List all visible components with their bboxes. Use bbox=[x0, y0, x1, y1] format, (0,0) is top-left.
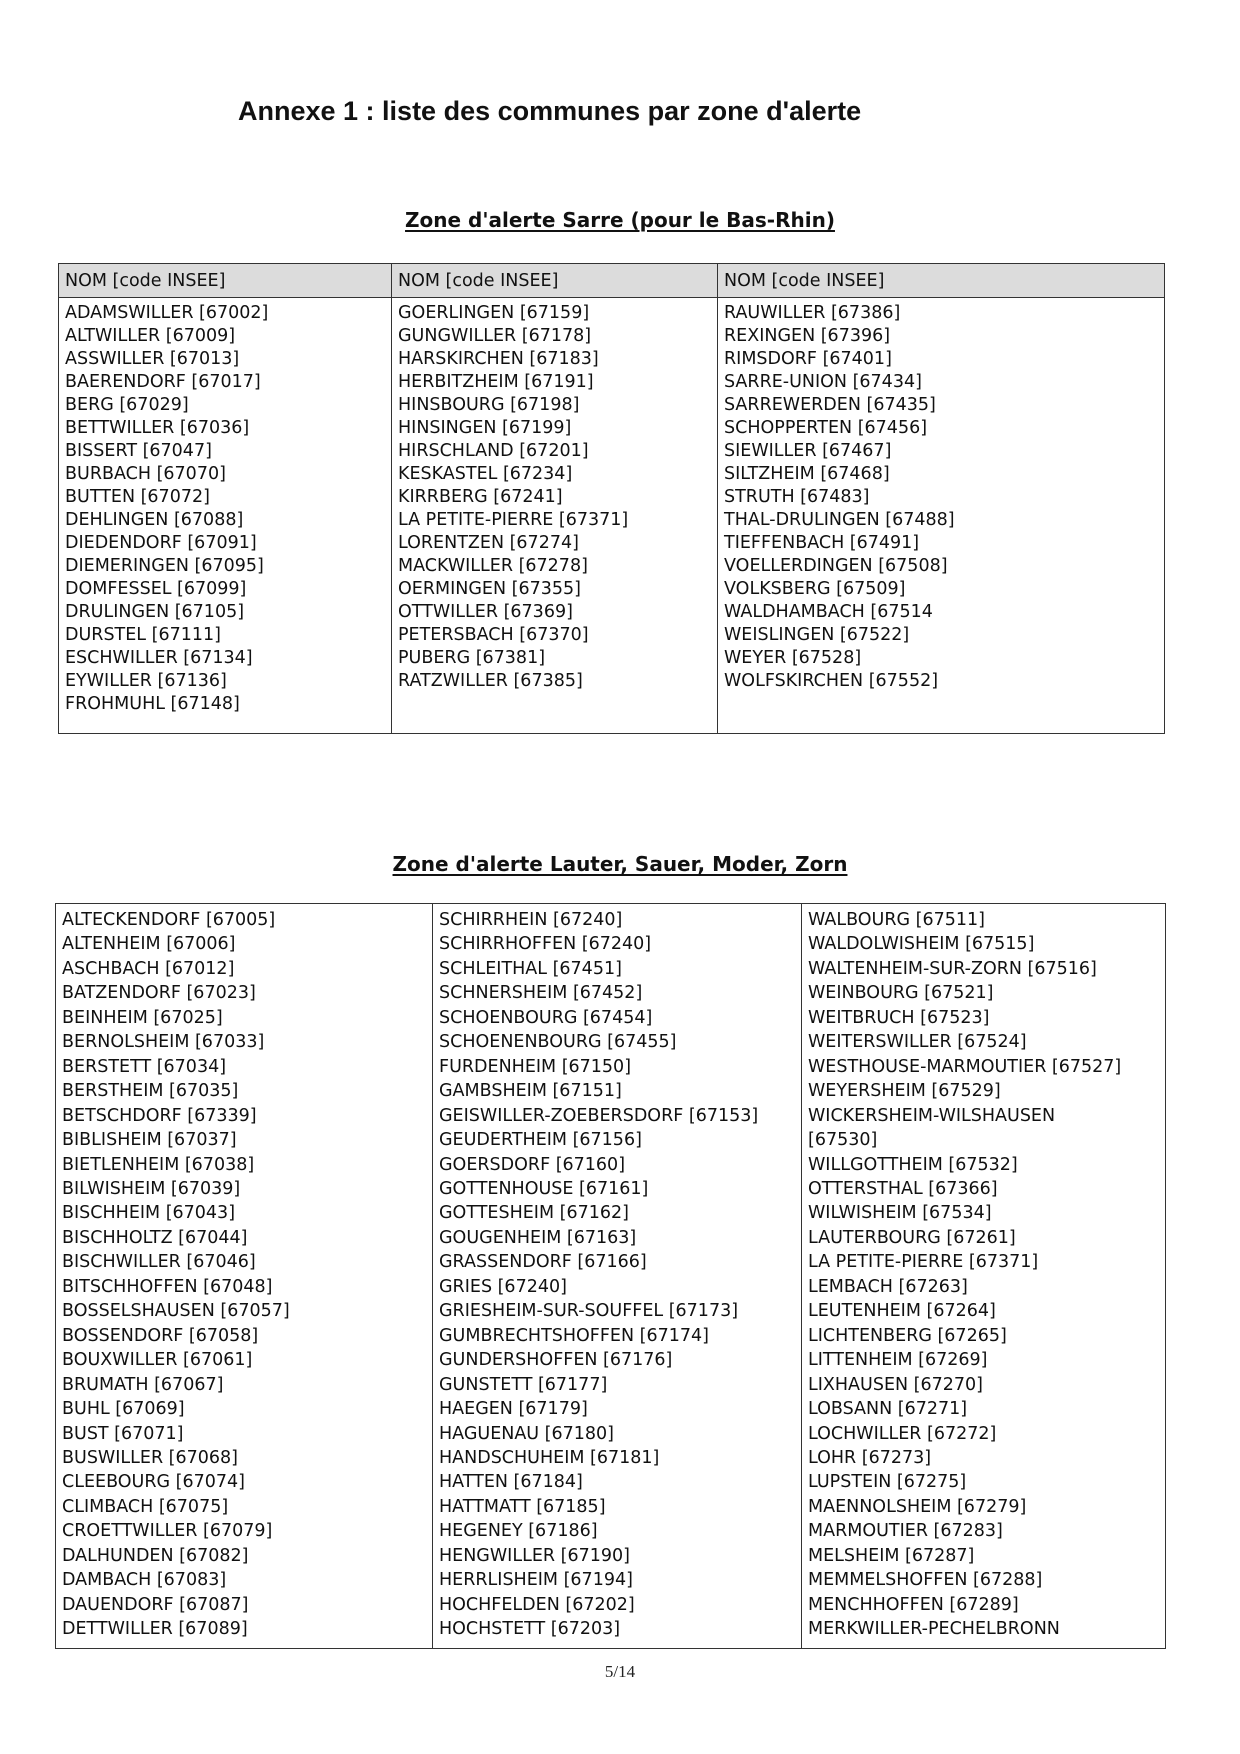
commune-entry: DEHLINGEN [67088] bbox=[65, 510, 244, 530]
commune-entry: SCHIRRHOFFEN [67240] bbox=[439, 934, 652, 955]
commune-entry: VOELLERDINGEN [67508] bbox=[724, 556, 948, 576]
commune-entry: CLEEBOURG [67074] bbox=[62, 1472, 245, 1493]
commune-entry: HERBITZHEIM [67191] bbox=[398, 372, 594, 392]
commune-entry: BOSSELSHAUSEN [67057] bbox=[62, 1301, 290, 1322]
column-header: NOM [code INSEE] bbox=[718, 264, 1165, 298]
commune-entry: STRUTH [67483] bbox=[724, 487, 870, 507]
commune-column bbox=[802, 904, 1166, 1649]
commune-entry: HAGUENAU [67180] bbox=[439, 1423, 615, 1444]
commune-entry: [67530] bbox=[808, 1130, 878, 1151]
commune-entry: LOHR [67273] bbox=[808, 1447, 932, 1468]
commune-entry: GOERSDORF [67160] bbox=[439, 1154, 626, 1175]
commune-entry: DIEMERINGEN [67095] bbox=[65, 556, 264, 576]
commune-entry: LAUTERBOURG [67261] bbox=[808, 1227, 1016, 1248]
commune-entry: HENGWILLER [67190] bbox=[439, 1545, 630, 1566]
commune-entry: WILLGOTTHEIM [67532] bbox=[808, 1154, 1018, 1175]
commune-entry: BATZENDORF [67023] bbox=[62, 983, 256, 1004]
zone-sarre-table bbox=[58, 263, 1165, 734]
commune-column bbox=[433, 904, 802, 1649]
commune-entry: BERG [67029] bbox=[65, 395, 189, 415]
commune-entry: DAUENDORF [67087] bbox=[62, 1594, 249, 1615]
commune-entry: LITTENHEIM [67269] bbox=[808, 1350, 988, 1371]
commune-entry: ADAMSWILLER [67002] bbox=[65, 303, 269, 323]
commune-entry: GOTTENHOUSE [67161] bbox=[439, 1178, 649, 1199]
commune-entry: RATZWILLER [67385] bbox=[398, 671, 583, 691]
commune-entry: BETTWILLER [67036] bbox=[65, 418, 250, 438]
commune-entry: GOUGENHEIM [67163] bbox=[439, 1227, 637, 1248]
commune-entry: OERMINGEN [67355] bbox=[398, 579, 581, 599]
commune-entry: GOTTESHEIM [67162] bbox=[439, 1203, 629, 1224]
commune-entry: GOERLINGEN [67159] bbox=[398, 303, 590, 323]
commune-entry: DETTWILLER [67089] bbox=[62, 1619, 248, 1640]
commune-entry: FURDENHEIM [67150] bbox=[439, 1056, 632, 1077]
commune-entry: LA PETITE-PIERRE [67371] bbox=[808, 1252, 1039, 1273]
table-header-row bbox=[59, 264, 1165, 298]
commune-entry: DOMFESSEL [67099] bbox=[65, 579, 247, 599]
commune-entry: HATTMATT [67185] bbox=[439, 1496, 606, 1517]
commune-entry: MAENNOLSHEIM [67279] bbox=[808, 1496, 1027, 1517]
commune-entry: ALTECKENDORF [67005] bbox=[62, 910, 276, 930]
commune-entry: PETERSBACH [67370] bbox=[398, 625, 589, 645]
commune-entry: LIXHAUSEN [67270] bbox=[808, 1374, 983, 1395]
commune-entry: DIEDENDORF [67091] bbox=[65, 533, 257, 553]
commune-column bbox=[718, 298, 1165, 734]
commune-entry: WALDHAMBACH [67514 bbox=[724, 602, 933, 622]
commune-entry: WALDOLWISHEIM [67515] bbox=[808, 934, 1035, 955]
commune-entry: LICHTENBERG [67265] bbox=[808, 1325, 1007, 1346]
commune-entry: BUHL [67069] bbox=[62, 1399, 185, 1420]
commune-entry: HANDSCHUHEIM [67181] bbox=[439, 1447, 660, 1468]
commune-entry: THAL-DRULINGEN [67488] bbox=[724, 510, 955, 530]
commune-entry: BUSWILLER [67068] bbox=[62, 1447, 238, 1468]
commune-entry: HINSBOURG [67198] bbox=[398, 395, 580, 415]
commune-entry: BERSTETT [67034] bbox=[62, 1056, 227, 1077]
commune-entry: KESKASTEL [67234] bbox=[398, 464, 573, 484]
commune-entry: LUPSTEIN [67275] bbox=[808, 1472, 967, 1493]
zone-lauter-sauer-moder-zorn-title: Zone d'alerte Lauter, Sauer, Moder, Zorn bbox=[392, 852, 848, 876]
commune-entry: HERRLISHEIM [67194] bbox=[439, 1570, 633, 1591]
commune-entry: SCHNERSHEIM [67452] bbox=[439, 983, 643, 1004]
commune-entry: SARRE-UNION [67434] bbox=[724, 372, 922, 392]
commune-entry: BUST [67071] bbox=[62, 1423, 184, 1444]
commune-entry: ALTWILLER [67009] bbox=[65, 326, 236, 346]
commune-entry: BURBACH [67070] bbox=[65, 464, 226, 484]
commune-entry: CLIMBACH [67075] bbox=[62, 1496, 229, 1517]
commune-entry: TIEFFENBACH [67491] bbox=[724, 533, 920, 553]
commune-entry: BIBLISHEIM [67037] bbox=[62, 1130, 237, 1151]
table-row bbox=[59, 298, 1165, 734]
commune-entry: GAMBSHEIM [67151] bbox=[439, 1081, 622, 1102]
commune-entry: RIMSDORF [67401] bbox=[724, 349, 892, 369]
page-number: 5/14 bbox=[604, 1662, 636, 1681]
commune-entry: HATTEN [67184] bbox=[439, 1472, 583, 1493]
commune-entry: CROETTWILLER [67079] bbox=[62, 1521, 273, 1542]
commune-entry: SCHOENBOURG [67454] bbox=[439, 1007, 653, 1028]
zone-lauter-sauer-moder-zorn-table bbox=[55, 903, 1166, 1649]
commune-entry: DAMBACH [67083] bbox=[62, 1570, 227, 1591]
commune-entry: LOBSANN [67271] bbox=[808, 1399, 968, 1420]
commune-entry: GUNDERSHOFFEN [67176] bbox=[439, 1350, 673, 1371]
commune-entry: BISCHHOLTZ [67044] bbox=[62, 1227, 248, 1248]
commune-entry: WESTHOUSE-MARMOUTIER [67527] bbox=[808, 1056, 1122, 1077]
commune-entry: BETSCHDORF [67339] bbox=[62, 1105, 257, 1126]
commune-entry: BIETLENHEIM [67038] bbox=[62, 1154, 255, 1175]
commune-entry: ASSWILLER [67013] bbox=[65, 349, 240, 369]
commune-entry: WEINBOURG [67521] bbox=[808, 983, 994, 1004]
commune-entry: GRIES [67240] bbox=[439, 1276, 567, 1297]
column-header: NOM [code INSEE] bbox=[59, 264, 392, 298]
commune-entry: RAUWILLER [67386] bbox=[724, 303, 901, 323]
commune-entry: WEITBRUCH [67523] bbox=[808, 1007, 990, 1028]
commune-entry: GUNGWILLER [67178] bbox=[398, 326, 592, 346]
column-header: NOM [code INSEE] bbox=[392, 264, 718, 298]
commune-entry: REXINGEN [67396] bbox=[724, 326, 891, 346]
commune-entry: DALHUNDEN [67082] bbox=[62, 1545, 249, 1566]
commune-entry: WILWISHEIM [67534] bbox=[808, 1203, 992, 1224]
commune-entry: MENCHHOFFEN [67289] bbox=[808, 1594, 1019, 1615]
commune-entry: PUBERG [67381] bbox=[398, 648, 546, 668]
commune-entry: GEUDERTHEIM [67156] bbox=[439, 1130, 642, 1151]
commune-entry: WALBOURG [67511] bbox=[808, 910, 985, 930]
commune-entry: BERSTHEIM [67035] bbox=[62, 1081, 239, 1102]
commune-entry: HINSINGEN [67199] bbox=[398, 418, 572, 438]
commune-entry: BEINHEIM [67025] bbox=[62, 1007, 223, 1028]
commune-entry: MARMOUTIER [67283] bbox=[808, 1521, 1003, 1542]
commune-entry: WALTENHEIM-SUR-ZORN [67516] bbox=[808, 958, 1097, 979]
commune-entry: EYWILLER [67136] bbox=[65, 671, 227, 691]
commune-entry: MACKWILLER [67278] bbox=[398, 556, 588, 576]
commune-entry: BISSERT [67047] bbox=[65, 441, 212, 461]
commune-entry: BILWISHEIM [67039] bbox=[62, 1178, 241, 1199]
commune-entry: OTTERSTHAL [67366] bbox=[808, 1178, 998, 1199]
commune-entry: SARREWERDEN [67435] bbox=[724, 395, 936, 415]
commune-entry: WEYERSHEIM [67529] bbox=[808, 1081, 1001, 1102]
commune-entry: SCHLEITHAL [67451] bbox=[439, 958, 622, 979]
commune-entry: DURSTEL [67111] bbox=[65, 625, 221, 645]
commune-entry: BOUXWILLER [67061] bbox=[62, 1350, 253, 1371]
commune-entry: FROHMUHL [67148] bbox=[65, 694, 240, 714]
commune-entry: DRULINGEN [67105] bbox=[65, 602, 245, 622]
commune-column bbox=[59, 298, 392, 734]
commune-entry: HEGENEY [67186] bbox=[439, 1521, 598, 1542]
commune-entry: LOCHWILLER [67272] bbox=[808, 1423, 997, 1444]
commune-entry: WEISLINGEN [67522] bbox=[724, 625, 910, 645]
commune-entry: WEYER [67528] bbox=[724, 648, 862, 668]
zone-sarre-title: Zone d'alerte Sarre (pour le Bas-Rhin) bbox=[405, 208, 835, 232]
commune-entry: LA PETITE-PIERRE [67371] bbox=[398, 510, 629, 530]
commune-entry: HOCHSTETT [67203] bbox=[439, 1619, 621, 1640]
commune-entry: MELSHEIM [67287] bbox=[808, 1545, 975, 1566]
commune-entry: BRUMATH [67067] bbox=[62, 1374, 224, 1395]
commune-entry: OTTWILLER [67369] bbox=[398, 602, 573, 622]
commune-entry: HARSKIRCHEN [67183] bbox=[398, 349, 599, 369]
commune-entry: GEISWILLER-ZOEBERSDORF [67153] bbox=[439, 1105, 759, 1126]
commune-entry: GRIESHEIM-SUR-SOUFFEL [67173] bbox=[439, 1301, 739, 1322]
commune-entry: WEITERSWILLER [67524] bbox=[808, 1032, 1027, 1053]
commune-entry: WICKERSHEIM-WILSHAUSEN bbox=[808, 1105, 1056, 1126]
commune-entry: WOLFSKIRCHEN [67552] bbox=[724, 671, 939, 691]
commune-entry: BITSCHHOFFEN [67048] bbox=[62, 1276, 273, 1297]
commune-entry: ESCHWILLER [67134] bbox=[65, 648, 253, 668]
commune-entry: SIEWILLER [67467] bbox=[724, 441, 892, 461]
commune-entry: BAERENDORF [67017] bbox=[65, 372, 261, 392]
commune-entry: BISCHWILLER [67046] bbox=[62, 1252, 256, 1273]
commune-entry: LEUTENHEIM [67264] bbox=[808, 1301, 996, 1322]
commune-entry: ALTENHEIM [67006] bbox=[62, 934, 236, 955]
commune-entry: KIRRBERG [67241] bbox=[398, 487, 563, 507]
commune-column bbox=[56, 904, 433, 1649]
commune-entry: SILTZHEIM [67468] bbox=[724, 464, 890, 484]
commune-entry: MERKWILLER-PECHELBRONN bbox=[808, 1619, 1060, 1640]
commune-entry: BUTTEN [67072] bbox=[65, 487, 210, 507]
commune-entry: BISCHHEIM [67043] bbox=[62, 1203, 236, 1224]
commune-entry: LEMBACH [67263] bbox=[808, 1276, 968, 1297]
commune-entry: GUMBRECHTSHOFFEN [67174] bbox=[439, 1325, 709, 1346]
commune-entry: HAEGEN [67179] bbox=[439, 1399, 588, 1420]
commune-entry: VOLKSBERG [67509] bbox=[724, 579, 906, 599]
commune-entry: HIRSCHLAND [67201] bbox=[398, 441, 589, 461]
commune-entry: BOSSENDORF [67058] bbox=[62, 1325, 259, 1346]
table-row bbox=[56, 904, 1166, 1649]
commune-entry: SCHOPPERTEN [67456] bbox=[724, 418, 928, 438]
commune-column bbox=[392, 298, 718, 734]
commune-entry: ASCHBACH [67012] bbox=[62, 958, 235, 979]
commune-entry: SCHOENENBOURG [67455] bbox=[439, 1032, 677, 1053]
commune-entry: LORENTZEN [67274] bbox=[398, 533, 579, 553]
commune-entry: SCHIRRHEIN [67240] bbox=[439, 910, 623, 930]
page-title: Annexe 1 : liste des communes par zone d'alerte bbox=[238, 96, 862, 126]
commune-entry: HOCHFELDEN [67202] bbox=[439, 1594, 635, 1615]
commune-entry: GRASSENDORF [67166] bbox=[439, 1252, 647, 1273]
commune-entry: GUNSTETT [67177] bbox=[439, 1374, 608, 1395]
commune-entry: MEMMELSHOFFEN [67288] bbox=[808, 1570, 1043, 1591]
commune-entry: BERNOLSHEIM [67033] bbox=[62, 1032, 265, 1053]
